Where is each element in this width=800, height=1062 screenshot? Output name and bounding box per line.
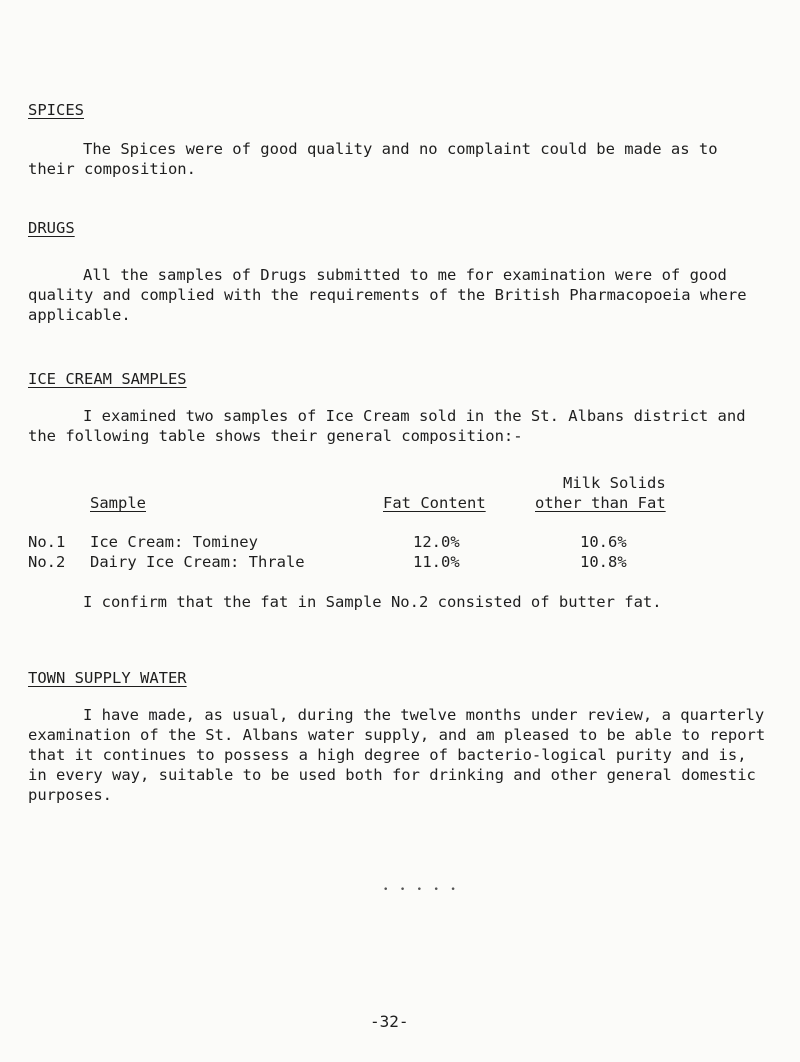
row-sample-name: Ice Cream: Tominey	[90, 533, 258, 551]
row-number: No.2	[28, 553, 66, 571]
page-number: -32-	[370, 1012, 409, 1031]
column-header-fat: Fat Content	[383, 494, 486, 512]
ice-cream-note: I confirm that the fat in Sample No.2 consisted of butter fat.	[83, 593, 662, 611]
row-number: No.1	[28, 533, 66, 551]
row-milk-value: 10.8%	[580, 553, 627, 571]
row-fat-value: 12.0%	[413, 533, 460, 551]
row-milk-value: 10.6%	[580, 533, 627, 551]
section-separator: • • • • •	[383, 885, 459, 895]
drugs-heading: DRUGS	[28, 219, 75, 237]
water-heading: TOWN SUPPLY WATER	[28, 669, 187, 687]
column-header-milk-line1: Milk Solids	[563, 474, 666, 492]
drugs-paragraph: All the samples of Drugs submitted to me for examination were of good quality and complied with the requirements of the British Pharmacopoeia where applicable.	[28, 266, 747, 324]
ice-cream-intro: I examined two samples of Ice Cream sold in the St. Albans district and the following table shows their general composition:-	[28, 407, 746, 445]
column-header-milk-line2: other than Fat	[535, 494, 666, 512]
row-sample-name: Dairy Ice Cream: Thrale	[90, 553, 305, 571]
row-fat-value: 11.0%	[413, 553, 460, 571]
ice-cream-heading: ICE CREAM SAMPLES	[28, 370, 187, 388]
column-header-sample: Sample	[90, 494, 146, 512]
spices-paragraph: The Spices were of good quality and no complaint could be made as to their composition.	[28, 140, 718, 178]
water-paragraph: I have made, as usual, during the twelve months under review, a quarterly examination of the St. Albans water supply, and am pleased to be able to report that it continues to possess a high degree of bacterio-logical purity and is, in every way, suitable to be used both for drinking and other general domestic purposes.	[28, 706, 766, 804]
spices-heading: SPICES	[28, 101, 84, 119]
